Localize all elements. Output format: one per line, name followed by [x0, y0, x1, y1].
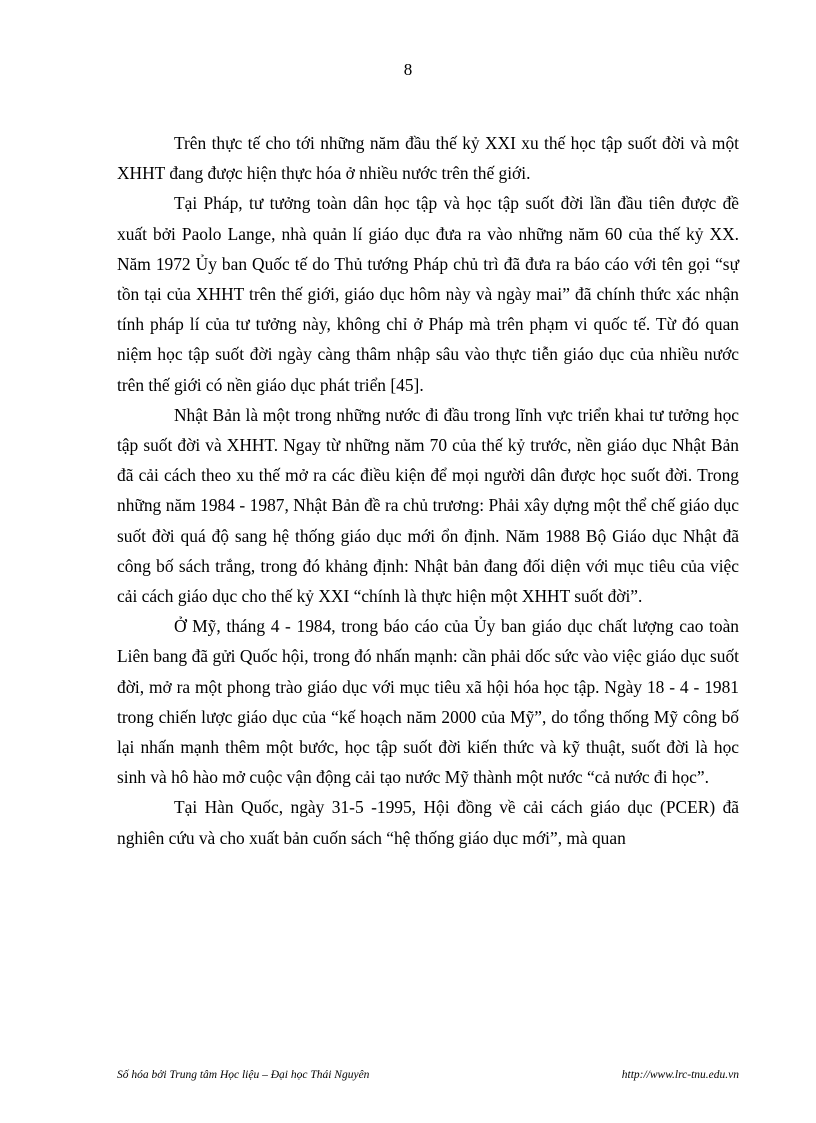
paragraph-2: Tại Pháp, tư tưởng toàn dân học tập và học tập suốt đời lần đầu tiên được đề xuất bởi Paolo Lange, nhà quản lí giáo dục đưa ra vào những năm 60 của thế kỷ XX. Năm 1972 Ủy ban Quốc tế do Thủ tướng Pháp chủ trì đã đưa ra báo cáo với tên gọi “sự tồn tại của XHHT trên thế giới, giáo dục hôm này và ngày mai” đã chính thức xác nhận tính pháp lí của tư tưởng này, không chỉ ở Pháp mà trên phạm vi quốc tế. Từ đó quan niệm học tập suốt đời ngày càng thâm nhập sâu vào thực tiễn giáo dục của nhiều nước trên thế giới có nền giáo dục phát triển [45]. [117, 193, 739, 395]
paragraph-4: Ở Mỹ, tháng 4 - 1984, trong báo cáo của Ủy ban giáo dục chất lượng cao toàn Liên bang đã gửi Quốc hội, trong đó nhấn mạnh: cần phải dốc sức vào việc giáo dục suốt đời, mở ra một phong trào giáo dục với mục tiêu xã hội hóa học tập. Ngày 18 - 4 - 1981 trong chiến lược giáo dục của “kế hoạch năm 2000 của Mỹ”, do tổng thống Mỹ công bố lại nhấn mạnh thêm một bước, học tập suốt đời kiến thức và kỹ thuật, suốt đời là học sinh và hô hào mở cuộc vận động cải tạo nước Mỹ thành một nước “cả nước đi học”. [117, 616, 739, 788]
footer-source: Số hóa bởi Trung tâm Học liệu – Đại học Thái Nguyên [117, 1069, 370, 1081]
page-number: 8 [403, 60, 413, 79]
body-text [117, 128, 739, 853]
paragraph-5: Tại Hàn Quốc, ngày 31-5 -1995, Hội đồng về cải cách giáo dục (PCER) đã nghiên cứu và cho xuất bản cuốn sách “hệ thống giáo dục mới”, mà quan [117, 797, 739, 848]
paragraph-1: Trên thực tế cho tới những năm đầu thế kỷ XXI xu thế học tập suốt đời và một XHHT đang được hiện thực hóa ở nhiều nước trên thế giới. [117, 133, 739, 184]
footer-url: http://www.lrc-tnu.edu.vn [621, 1069, 739, 1081]
page-footer [117, 1067, 739, 1083]
paragraph-3: Nhật Bản là một trong những nước đi đầu trong lĩnh vực triển khai tư tưởng học tập suốt đời và XHHT. Ngay từ những năm 70 của thế kỷ trước, nền giáo dục Nhật Bản đã cải cách theo xu thế mở ra các điều kiện để mọi người dân được học suốt đời. Trong những năm 1984 - 1987, Nhật Bản đề ra chủ trương: Phải xây dựng một thể chế giáo dục suốt đời quá độ sang hệ thống giáo dục mới ổn định. Năm 1988 Bộ Giáo dục Nhật đã công bố sách trắng, trong đó khảng định: Nhật bản đang đối diện với mục tiêu của việc cải cách giáo dục cho thế kỷ XXI “chính là thực hiện một XHHT suốt đời”. [117, 404, 739, 607]
